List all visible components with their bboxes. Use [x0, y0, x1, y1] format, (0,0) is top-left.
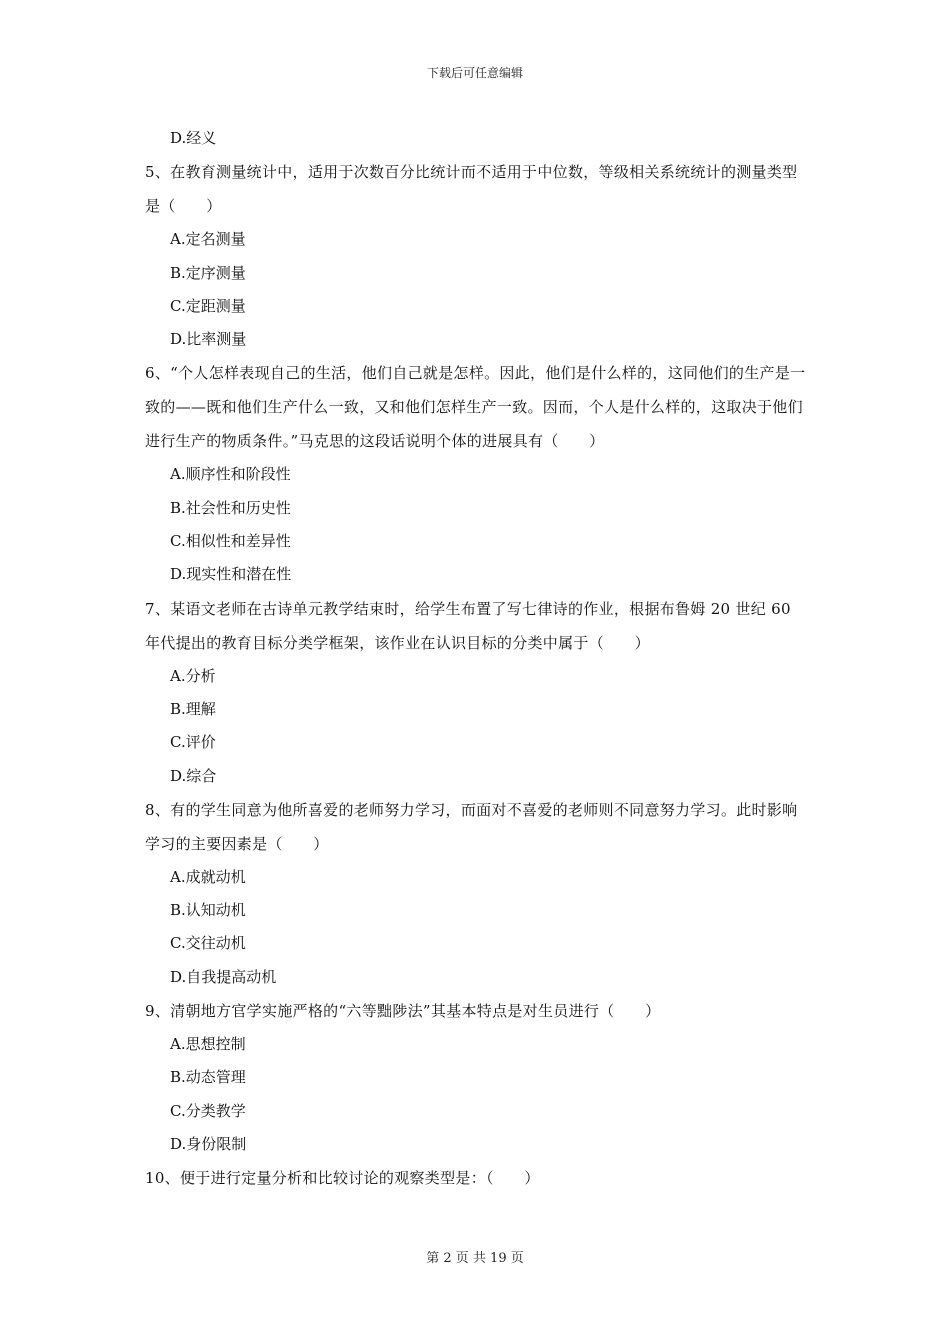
answer-option: A.成就动机 [170, 867, 246, 886]
answer-option: D.现实性和潜在性 [170, 565, 292, 584]
answer-option: A.顺序性和阶段性 [170, 465, 291, 484]
document-body [145, 122, 810, 1195]
answer-option: A.定名测量 [170, 230, 246, 249]
answer-option: B.定序测量 [170, 263, 246, 282]
question-8: 8、有的学生同意为他所喜爱的老师努力学习，而面对不喜爱的老师则不同意努力学习。此时影响学习的主要因素是（ ） [145, 800, 798, 853]
page-footer: 第 2 页 共 19 页 [426, 1251, 524, 1266]
answer-option: C.分类教学 [170, 1101, 246, 1120]
answer-option: C.交往动机 [170, 934, 246, 953]
question-7: 7、某语文老师在古诗单元教学结束时，给学生布置了写七律诗的作业，根据布鲁姆 20 世纪 60 年代提出的教育目标分类学框架，该作业在认识目标的分类中属于（ ） [145, 599, 791, 652]
answer-option: B.认知动机 [170, 901, 246, 920]
answer-option: D.比率测量 [170, 330, 247, 349]
answer-option: D.综合 [170, 766, 217, 785]
answer-option: D.身份限制 [170, 1134, 247, 1153]
question-9: 9、清朝地方官学实施严格的“六等黜陟法”其基本特点是对生员进行（ ） [145, 1002, 661, 1021]
answer-option: D.经义 [170, 129, 217, 147]
answer-option: C.定距测量 [170, 296, 246, 315]
question-10: 10、便于进行定量分析和比较讨论的观察类型是：（ ） [145, 1169, 540, 1188]
question-6: 6、“个人怎样表现自己的生活，他们自己就是怎样。因此，他们是什么样的，这同他们的生产是一致的——既和他们生产什么一致，又和他们怎样生产一致。因而，个人是什么样的，这取决于他们进行生产的物质条件。”马克思的这段话说明个体的进展具有（ ） [145, 364, 806, 451]
answer-option: D.自我提高动机 [170, 967, 277, 986]
answer-option: B.理解 [170, 699, 216, 718]
page-header: 下载后可任意编辑 [426, 66, 523, 80]
answer-option: B.社会性和历史性 [170, 498, 291, 517]
answer-option: C.评价 [170, 733, 216, 752]
answer-option: A.思想控制 [170, 1035, 246, 1054]
answer-option: C.相似性和差异性 [170, 532, 291, 551]
question-5: 5、在教育测量统计中，适用于次数百分比统计而不适用于中位数，等级相关系统统计的测量类型是（ ） [145, 163, 798, 216]
answer-option: A.分析 [170, 666, 216, 685]
answer-option: B.动态管理 [170, 1068, 246, 1087]
